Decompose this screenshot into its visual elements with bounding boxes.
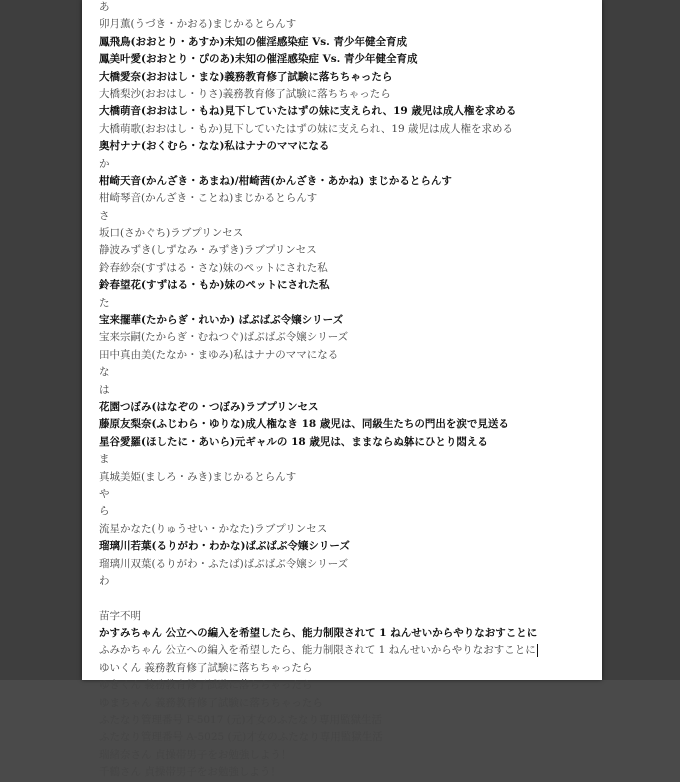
document-line [99,451,602,468]
document-line [99,138,602,155]
line-text: 星谷愛羅(ほしたに・あいら)元ギャルの 18 歳児は、ままならぬ躰にひとり悶える [99,435,488,448]
document-line [99,712,602,729]
document-line [99,260,602,277]
line-text: あ [99,1,110,13]
document-line [99,16,602,33]
line-text: 鳳美叶愛(おおとり・ぴのあ)未知の催淫感染症 Vs. 青少年健全育成 [99,53,418,66]
document-line [99,625,602,642]
line-text: 花園つぼみ(はなぞの・つぼみ)ラブプリンセス [99,400,319,413]
line-text: 藤原友梨奈(ふじわら・ゆりな)成人権なき 18 歳児は、同級生たちの門出を涙で見送る [99,418,509,431]
line-text: ふたなり管理番号 A-5025 (元)才女のふたなり専用監獄生活 [99,731,383,744]
line-text: ゆきくん 義務教育修了試験に落ちちゃったら [99,679,313,692]
document-line [99,86,602,103]
line-text: か [99,157,110,170]
document-line [99,121,602,138]
line-text: は [99,383,110,396]
document-line [99,556,602,573]
document-line [99,69,602,86]
line-text: 田中真由美(たなか・まゆみ)私はナナのママになる [99,348,339,361]
line-text: ゆまちゃん 義務教育修了試験に落ちちゃったら [99,696,323,709]
line-text: ま [99,453,110,466]
document-line [99,34,602,51]
line-text: わ [99,574,110,587]
document-line [99,729,602,746]
document-line [99,677,602,694]
line-text: 大橋梨沙(おおはし・りさ)義務教育修了試験に落ちちゃったら [99,87,391,100]
document-line [99,469,602,486]
line-text: 流星かなた(りゅうせい・かなた)ラブプリンセス [99,522,328,535]
line-text: 瑠璃川双葉(るりがわ・ふたば)ばぶばぶ令嬢シリーズ [99,557,349,570]
line-text: 鈴春望花(すずはる・もか)妹のペットにされた私 [99,279,330,292]
line-text: 鈴春紗奈(すずはる・さな)妹のペットにされた私 [99,261,328,274]
document-line [99,0,602,16]
line-text: かすみちゃん 公立への編入を希望したら、能力制限されて 1 ねんせいからやりなおすことに [99,627,538,640]
document-line [99,347,602,364]
document-line [99,642,602,659]
line-text: 鳳飛鳥(おおとり・あすか)未知の催淫感染症 Vs. 青少年健全育成 [99,35,407,48]
document-line [99,695,602,712]
document-line [99,156,602,173]
line-text: ゆいくん 義務教育修了試験に落ちちゃったら [99,661,313,674]
document-line [99,277,602,294]
line-text: 千鶴さん 貞操帯男子をお勉強しよう！ [99,766,281,779]
line-text: 静波みずき(しずなみ・みずき)ラブプリンセス [99,244,317,257]
document-line [99,590,602,607]
line-text: 真城美姫(ましろ・みき)まじかるとらんす [99,470,297,483]
line-text: た [99,296,110,309]
line-text: 坂口(さかぐち)ラブプリンセス [99,227,244,240]
line-text: 大橋萌歌(おおはし・もか)見下していたはずの妹に支えられ、19 歳児は成人権を求める [99,122,514,135]
line-text: 大橋萌音(おおはし・もね)見下していたはずの妹に支えられ、19 歳児は成人権を求める [99,105,517,118]
line-text: 瑠璃川若葉(るりがわ・わかな)ばぶばぶ令嬢シリーズ [99,540,350,553]
line-text: 柑崎琴音(かんざき・ことね)まじかるとらんす [99,192,318,205]
document-line [99,608,602,625]
document-line [99,190,602,207]
line-text: や [99,487,110,500]
document-line [99,312,602,329]
line-text: ら [99,505,110,518]
line-text: 宝来擺華(たからぎ・れいか) ばぶばぶ令嬢シリーズ [99,314,344,327]
document-line [99,503,602,520]
line-text: 柑崎天音(かんざき・あまね)/柑崎茜(かんざき・あかね) まじかるとらんす [99,174,452,187]
document-line [99,521,602,538]
line-text: 大橋愛奈(おおはし・まな)義務教育修了試験に落ちちゃったら [99,70,393,83]
document-line [99,573,602,590]
text-cursor [537,644,538,657]
line-text: 奥村ナナ(おくむら・なな)私はナナのママになる [99,140,330,153]
document-line [99,173,602,190]
document-text [99,0,602,782]
document-line [99,329,602,346]
document-page[interactable] [82,0,602,779]
document-line [99,434,602,451]
document-line [99,486,602,503]
document-line [99,382,602,399]
document-line [99,208,602,225]
document-line [99,103,602,120]
document-line [99,399,602,416]
line-text: ふみかちゃん 公立への編入を希望したら、能力制限されて 1 ねんせいからやりなおすことに [99,644,536,657]
document-line [99,747,602,764]
line-text: 瑞緒奈さん 貞操帯男子をお勉強しよう！ [99,748,292,761]
document-line [99,764,602,781]
document-line [99,660,602,677]
document-line [99,51,602,68]
line-text: 宝来宗嗣(たからぎ・むねつぐ)ばぶばぶ令嬢シリーズ [99,331,349,344]
document-line [99,538,602,555]
line-text: さ [99,209,110,222]
line-text: な [99,366,110,379]
document-line [99,242,602,259]
document-line [99,295,602,312]
line-text: 苗字不明 [99,609,141,622]
line-text: ふたなり管理番号 F-5017 (元)才女のふたなり専用監獄生活 [99,714,382,727]
document-line [99,225,602,242]
line-text: 卯月薫(うづき・かおる)まじかるとらんす [99,18,297,31]
document-line [99,416,602,433]
document-line [99,364,602,381]
